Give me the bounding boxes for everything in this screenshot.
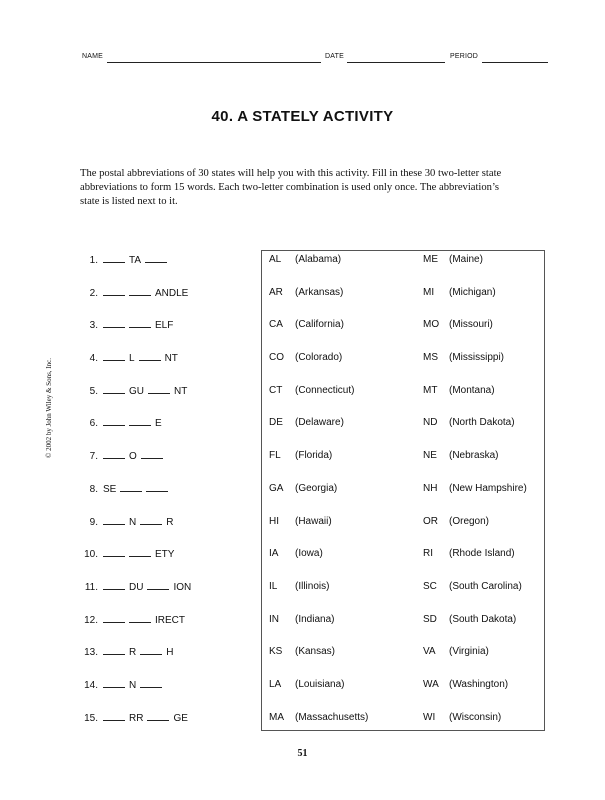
puzzle-number: 2.: [89, 287, 98, 299]
state-abbreviation: WI: [423, 711, 436, 723]
state-entry: [423, 417, 527, 450]
state-name: (Michigan): [449, 286, 496, 298]
word-fragment: N: [129, 516, 137, 528]
puzzle-number: 10.: [84, 549, 98, 561]
answer-blank[interactable]: [103, 547, 125, 557]
state-abbreviation: GA: [269, 482, 284, 494]
state-entry: [423, 548, 527, 581]
period-line[interactable]: [482, 62, 548, 63]
state-entry: [269, 483, 368, 516]
answer-blank[interactable]: [140, 515, 162, 525]
state-entry: [269, 614, 368, 647]
state-name: (Nebraska): [449, 450, 499, 462]
puzzle-number: 4.: [89, 353, 98, 365]
answer-blank[interactable]: [103, 711, 125, 721]
state-entry: [269, 417, 368, 450]
state-entry: [423, 483, 527, 516]
state-name: (Oregon): [449, 515, 490, 527]
copyright-notice: © 2002 by John Wiley & Sons, Inc.: [45, 358, 53, 458]
answer-blank[interactable]: [103, 384, 125, 394]
answer-blank[interactable]: [147, 580, 169, 590]
answer-blank[interactable]: [103, 645, 125, 655]
word-fragment: SE: [103, 483, 117, 495]
state-abbreviation: IA: [269, 548, 279, 560]
state-name: (New Hampshire): [449, 482, 527, 494]
state-entry: [423, 614, 527, 647]
answer-blank[interactable]: [145, 253, 167, 263]
state-abbreviation: NH: [423, 482, 438, 494]
answer-blank[interactable]: [140, 678, 162, 688]
state-name: (Florida): [295, 450, 333, 462]
state-abbreviation: LA: [269, 678, 282, 690]
state-entry: [269, 450, 368, 483]
word-fragment: NT: [174, 385, 188, 397]
state-abbreviation: ME: [423, 254, 438, 265]
state-entry: [423, 646, 527, 679]
name-line[interactable]: [107, 62, 321, 63]
state-name: (Connecticut): [295, 384, 355, 396]
state-abbreviation: FL: [269, 450, 281, 462]
answer-blank[interactable]: [140, 645, 162, 655]
word-fragment: O: [129, 451, 137, 463]
state-name: (North Dakota): [449, 417, 515, 429]
answer-blank[interactable]: [103, 351, 125, 361]
puzzle-item: [80, 253, 255, 286]
puzzle-item: [80, 449, 255, 482]
word-fragment: R: [129, 647, 137, 659]
puzzle-item: [80, 580, 255, 613]
puzzle-number: 14.: [84, 679, 98, 691]
word-fragment: GE: [173, 712, 188, 724]
puzzle-number: 8.: [89, 483, 98, 495]
state-abbreviation: DE: [269, 417, 283, 429]
answer-blank[interactable]: [141, 449, 163, 459]
puzzle-item: [80, 515, 255, 548]
word-fragment: E: [155, 418, 162, 430]
date-label: DATE: [325, 53, 344, 60]
date-line[interactable]: [347, 62, 445, 63]
state-abbreviation: IN: [269, 613, 279, 625]
state-name: (Maine): [449, 254, 483, 265]
puzzle-item: [80, 286, 255, 319]
puzzle-item: [80, 613, 255, 646]
state-abbreviation: MA: [269, 711, 284, 723]
answer-blank[interactable]: [103, 416, 125, 426]
state-abbreviations-box: [261, 250, 545, 731]
puzzle-item: [80, 351, 255, 384]
word-fragment: ETY: [155, 549, 175, 561]
state-name: (Colorado): [295, 352, 343, 364]
answer-blank[interactable]: [139, 351, 161, 361]
state-name: (Wisconsin): [449, 711, 502, 723]
state-name: (Washington): [449, 678, 509, 690]
state-name: (Illinois): [295, 580, 330, 592]
state-name: (Alabama): [295, 254, 342, 265]
puzzle-number: 7.: [89, 451, 98, 463]
instructions-paragraph: The postal abbreviations of 30 states will help you with this activity. Fill in these 30 two-letter state abbreviations to form 15 words. Each two-letter combination is used only once. The abbreviation’s state is listed next to it.: [80, 168, 502, 208]
puzzle-item: [80, 645, 255, 678]
answer-blank[interactable]: [103, 613, 125, 623]
puzzle-number: 11.: [84, 581, 98, 593]
state-abbreviation: CT: [269, 384, 283, 396]
answer-blank[interactable]: [129, 318, 151, 328]
state-abbreviation: MT: [423, 384, 438, 396]
state-entry: [269, 254, 368, 287]
answer-blank[interactable]: [103, 449, 125, 459]
answer-blank[interactable]: [103, 580, 125, 590]
state-entry: [423, 679, 527, 712]
word-fragment: NT: [164, 353, 178, 365]
state-abbreviation: SC: [423, 580, 437, 592]
student-info-header: [82, 53, 548, 65]
puzzle-number: 12.: [84, 614, 98, 626]
page-title: 40. A STATELY ACTIVITY: [211, 108, 394, 125]
state-name: (Hawaii): [295, 515, 332, 527]
state-entry: [269, 352, 368, 385]
state-entry: [423, 254, 527, 287]
state-name: (Rhode Island): [449, 548, 515, 560]
word-fragment: RR: [129, 712, 144, 724]
answer-blank[interactable]: [120, 482, 142, 492]
state-entry: [269, 319, 368, 352]
answer-blank[interactable]: [103, 253, 125, 263]
state-abbreviation: NE: [423, 450, 437, 462]
state-name: (Massachusetts): [295, 711, 369, 723]
word-fragment: ANDLE: [155, 287, 189, 299]
word-fragment: IRECT: [155, 614, 185, 626]
page-number: 51: [297, 748, 308, 759]
state-entry: [423, 319, 527, 352]
state-name: (South Carolina): [449, 580, 522, 592]
state-name: (Montana): [449, 384, 495, 396]
state-entry: [269, 581, 368, 614]
state-abbreviation: ND: [423, 417, 438, 429]
puzzle-item: [80, 547, 255, 580]
state-name: (California): [295, 319, 344, 331]
answer-blank[interactable]: [148, 384, 170, 394]
puzzle-item: [80, 711, 255, 744]
answer-blank[interactable]: [103, 318, 125, 328]
state-name: (Georgia): [295, 482, 338, 494]
state-entry: [269, 385, 368, 418]
state-abbreviation: MO: [423, 319, 440, 331]
answer-blank[interactable]: [129, 613, 151, 623]
answer-blank[interactable]: [129, 286, 151, 296]
state-entry: [269, 287, 368, 320]
state-abbreviation: KS: [269, 646, 283, 658]
answer-blank[interactable]: [103, 678, 125, 688]
answer-blank[interactable]: [103, 286, 125, 296]
word-fragment: H: [166, 647, 174, 659]
state-entry: [423, 352, 527, 385]
answer-blank[interactable]: [147, 711, 169, 721]
puzzle-item: [80, 318, 255, 351]
state-abbreviation: AL: [269, 254, 282, 265]
state-abbreviation: HI: [269, 515, 279, 527]
answer-blank[interactable]: [103, 515, 125, 525]
puzzle-item: [80, 678, 255, 711]
state-entry: [269, 548, 368, 581]
word-fragment: ION: [173, 581, 192, 593]
answer-blank[interactable]: [129, 416, 151, 426]
puzzle-number: 5.: [89, 385, 98, 397]
state-entry: [269, 646, 368, 679]
puzzle-number: 15.: [84, 712, 98, 724]
puzzle-number: 3.: [89, 320, 98, 332]
puzzle-item: [80, 384, 255, 417]
puzzle-item: [80, 482, 255, 515]
state-entry: [423, 385, 527, 418]
name-label: NAME: [82, 53, 104, 60]
state-abbreviation: OR: [423, 515, 438, 527]
answer-blank[interactable]: [129, 547, 151, 557]
state-entry: [423, 712, 527, 745]
state-name: (Iowa): [295, 548, 323, 560]
state-abbreviation: MI: [423, 286, 435, 298]
state-abbreviation: MS: [423, 352, 438, 364]
state-entry: [423, 450, 527, 483]
state-name: (South Dakota): [449, 613, 517, 625]
word-puzzle-list: [80, 253, 255, 743]
state-name: (Mississippi): [449, 352, 504, 364]
state-name: (Missouri): [449, 319, 493, 331]
puzzle-number: 9.: [89, 516, 98, 528]
state-entry: [423, 287, 527, 320]
word-fragment: L: [129, 353, 135, 365]
state-abbreviation: SD: [423, 613, 437, 625]
state-abbreviation: RI: [423, 548, 433, 560]
state-entry: [269, 516, 368, 549]
word-fragment: ELF: [155, 320, 174, 332]
period-label: PERIOD: [450, 53, 479, 60]
state-name: (Delaware): [295, 417, 344, 429]
state-abbreviation: CO: [269, 352, 284, 364]
state-entry: [269, 679, 368, 712]
word-fragment: GU: [129, 385, 144, 397]
state-abbreviation: WA: [423, 678, 439, 690]
state-abbreviation: AR: [269, 286, 283, 298]
state-name: (Kansas): [295, 646, 336, 658]
state-abbreviation: CA: [269, 319, 283, 331]
state-entry: [423, 516, 527, 549]
state-name: (Louisiana): [295, 678, 345, 690]
state-entry: [423, 581, 527, 614]
puzzle-number: 1.: [89, 255, 98, 266]
word-fragment: DU: [129, 581, 144, 593]
state-name: (Virginia): [449, 646, 489, 658]
state-entry: [269, 712, 368, 745]
state-name: (Indiana): [295, 613, 335, 625]
word-fragment: TA: [129, 255, 142, 266]
state-abbreviation: VA: [423, 646, 436, 658]
word-fragment: R: [166, 516, 174, 528]
word-fragment: N: [129, 679, 137, 691]
puzzle-number: 13.: [84, 647, 98, 659]
state-abbreviation: IL: [269, 580, 278, 592]
state-name: (Arkansas): [295, 286, 344, 298]
puzzle-number: 6.: [89, 418, 98, 430]
answer-blank[interactable]: [146, 482, 168, 492]
state-column-left: [269, 254, 368, 744]
state-column-right: [423, 254, 527, 744]
puzzle-item: [80, 416, 255, 449]
